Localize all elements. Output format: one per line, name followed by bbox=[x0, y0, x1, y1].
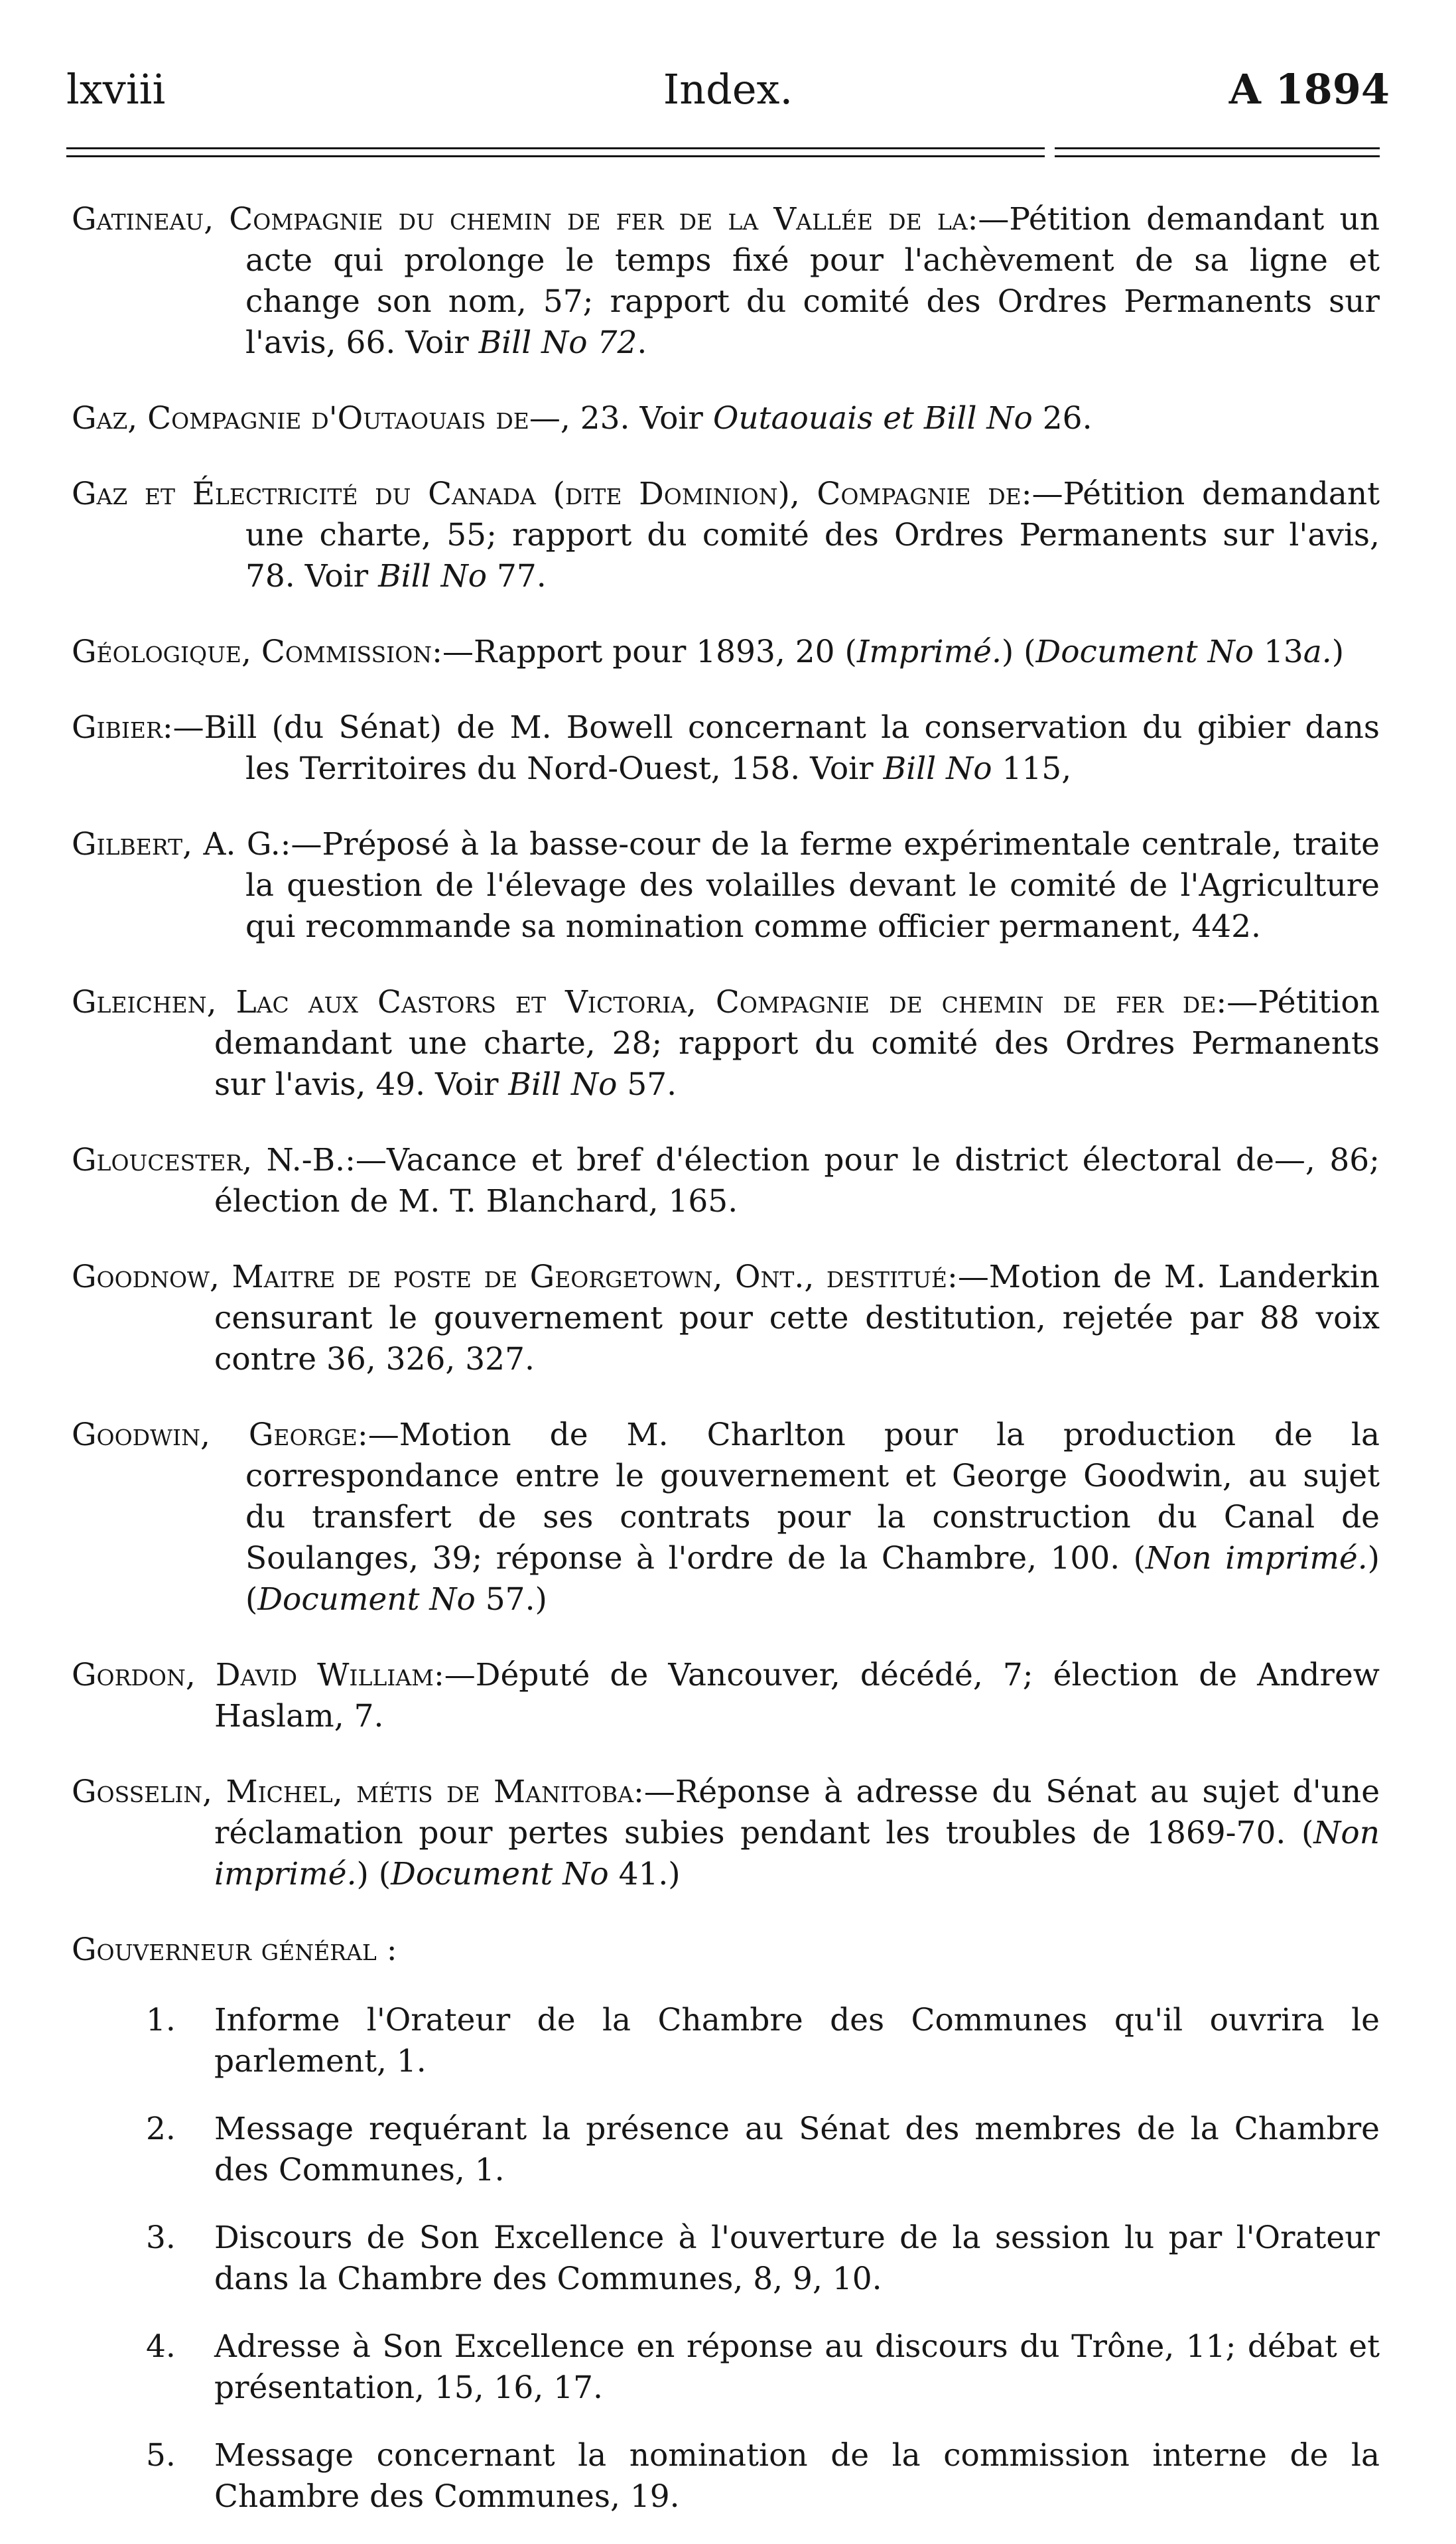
entry-document-reference: Document No bbox=[391, 1856, 609, 1892]
entry-text-mid: ) ( bbox=[1001, 634, 1036, 670]
index-entry-goodnow bbox=[72, 1257, 1380, 1380]
list-item-number: 5. bbox=[146, 2437, 176, 2474]
list-item-number: 2. bbox=[146, 2111, 176, 2147]
entry-text: :—Réponse à adresse du Sénat au sujet d'une réclamation pour pertes subies pendant les troubles de 1869-70. ( bbox=[214, 1774, 1380, 1851]
list-item-number: 1. bbox=[146, 2002, 176, 2038]
index-entry-gatineau bbox=[72, 199, 1380, 364]
entry-heading: Gatineau, Compagnie du chemin de fer de la Vallée de la bbox=[72, 201, 968, 238]
list-item bbox=[72, 2435, 1380, 2517]
list-item bbox=[72, 2218, 1380, 2300]
index-entry-gaz-electricite bbox=[72, 474, 1380, 597]
entry-reference: Non imprimé. bbox=[1145, 1540, 1368, 1577]
entry-text: :—Motion de M. Landerkin censurant le gouvernement pour cette destitution, rejetée par 88 voix contre 36, 326, 327. bbox=[214, 1259, 1380, 1378]
entry-heading: Goodwin, George bbox=[72, 1417, 358, 1453]
page-header bbox=[66, 65, 1390, 125]
page-title: Index. bbox=[663, 65, 793, 113]
entry-text: :—Vacance et bref d'élection pour le district électoral de—, 86; élection de M. T. Blanchard, 165. bbox=[214, 1142, 1380, 1220]
list-item bbox=[72, 2326, 1380, 2409]
header-rule-right bbox=[1055, 147, 1380, 157]
entry-reference: Bill No bbox=[378, 558, 488, 595]
header-rule-left bbox=[66, 147, 1045, 157]
section-heading-gouverneur: Gouverneur général : bbox=[72, 1932, 397, 1968]
entry-text-end: 77. bbox=[487, 558, 547, 595]
list-item-text: Message requérant la présence au Sénat des membres de la Chambre des Communes, 1. bbox=[214, 2111, 1380, 2188]
entry-text-end: 41.) bbox=[608, 1856, 681, 1892]
list-item-number: 3. bbox=[146, 2220, 176, 2256]
list-item-text: Informe l'Orateur de la Chambre des Communes qu'il ouvrira le parlement, 1. bbox=[214, 2002, 1380, 2080]
entry-heading: Gilbert, A. G. bbox=[72, 826, 281, 863]
entry-heading: Gaz et Électricité du Canada (dite Dominion), Compagnie de bbox=[72, 476, 1022, 512]
index-entry-gordon bbox=[72, 1655, 1380, 1737]
entry-heading: Goodnow, Maitre de poste de Georgetown, Ont., destitué bbox=[72, 1259, 947, 1295]
entry-heading: Géologique, Commission bbox=[72, 634, 432, 670]
entry-document-suffix: a. bbox=[1303, 634, 1332, 670]
entry-heading: Gleichen, Lac aux Castors et Victoria, Compagnie de chemin de fer de bbox=[72, 984, 1217, 1021]
index-body bbox=[72, 199, 1380, 2544]
list-item bbox=[72, 2000, 1380, 2082]
list-item-text: Discours de Son Excellence à l'ouverture de la session lu par l'Orateur dans la Chambre des Communes, 8, 9, 10. bbox=[214, 2220, 1380, 2297]
entry-text: :—Préposé à la basse-cour de la ferme expérimentale centrale, traite la question de l'élevage des volailles devant le comité de l'Agriculture qui recommande sa nomination comme officier permanent, 442. bbox=[245, 826, 1380, 945]
list-item-text: Adresse à Son Excellence en réponse au discours du Trône, 11; débat et présentation, 15, 16, 17. bbox=[214, 2328, 1380, 2406]
list-item-number: 4. bbox=[146, 2328, 176, 2365]
entry-heading: Gloucester, N.-B. bbox=[72, 1142, 346, 1178]
entry-text-end: 26. bbox=[1032, 400, 1092, 437]
index-entry-gosselin bbox=[72, 1772, 1380, 1895]
list-item-text: Message concernant la nomination de la commission interne de la Chambre des Communes, 19. bbox=[214, 2437, 1380, 2515]
entry-text: :—Député de Vancouver, décédé, 7; élection de Andrew Haslam, 7. bbox=[214, 1657, 1380, 1734]
entry-heading: Gordon, David William bbox=[72, 1657, 434, 1693]
entry-heading: Gaz, Compagnie d'Outaouais de bbox=[72, 400, 529, 437]
entry-text: :—Motion de M. Charlton pour la production de la correspondance entre le gouvernement et George Goodwin, au sujet du transfert de ses contrats pour la construction du Canal de Soulanges, 39; réponse à l'ordre de la Chambre, 100. ( bbox=[245, 1417, 1380, 1577]
entry-reference: Outaouais et Bill No bbox=[712, 400, 1033, 437]
index-entry-gleichen bbox=[72, 982, 1380, 1105]
entry-text: —, 23. Voir bbox=[529, 400, 713, 437]
entry-document-number: 13 bbox=[1254, 634, 1303, 670]
entry-reference: Non imprimé. bbox=[214, 1815, 1380, 1892]
index-entry-gaz-outaouais bbox=[72, 398, 1380, 439]
entry-text: :—Rapport pour 1893, 20 ( bbox=[432, 634, 857, 670]
index-entry-goodwin bbox=[72, 1415, 1380, 1620]
entry-heading: Gibier bbox=[72, 709, 163, 746]
list-item bbox=[72, 2109, 1380, 2191]
entry-document-reference: Document No bbox=[1035, 634, 1254, 670]
entry-text: :—Bill (du Sénat) de M. Bowell concernant la conservation du gibier dans les Territoires du Nord-Ouest, 158. Voir bbox=[162, 709, 1380, 787]
page-number: lxviii bbox=[66, 65, 166, 113]
gouverneur-list bbox=[72, 2000, 1380, 2517]
entry-text-mid: ) ( bbox=[245, 1540, 1380, 1618]
entry-document-reference: Document No bbox=[257, 1581, 476, 1618]
entry-reference: Bill No bbox=[883, 750, 992, 787]
document-series: A 1894 bbox=[1228, 65, 1390, 113]
index-entry-gloucester bbox=[72, 1140, 1380, 1222]
entry-reference: Bill No 72 bbox=[478, 324, 637, 361]
entry-text-end: ) bbox=[1331, 634, 1345, 670]
entry-reference: Imprimé. bbox=[856, 634, 1002, 670]
entry-heading: Gosselin, Michel, métis de Manitoba bbox=[72, 1774, 634, 1810]
entry-text-end: 115, bbox=[992, 750, 1072, 787]
entry-text-end: 57.) bbox=[475, 1581, 547, 1618]
index-entry-geologique bbox=[72, 632, 1380, 673]
entry-text: :—Pétition demandant une charte, 55; rapport du comité des Ordres Permanents sur l'avis, 78. Voir bbox=[245, 476, 1380, 595]
entry-text: :—Pétition demandant une charte, 28; rapport du comité des Ordres Permanents sur l'avis, 49. Voir bbox=[214, 984, 1380, 1103]
entry-reference: Bill No bbox=[508, 1066, 618, 1103]
index-entry-gilbert bbox=[72, 824, 1380, 948]
entry-text-end: 57. bbox=[617, 1066, 677, 1103]
entry-text-mid: ) ( bbox=[356, 1856, 391, 1892]
index-entry-gibier bbox=[72, 707, 1380, 790]
entry-text: :—Pétition demandant un acte qui prolonge le temps fixé pour l'achèvement de sa ligne et change son nom, 57; rapport du comité des Ordres Permanents sur l'avis, 66. Voir bbox=[245, 201, 1380, 361]
entry-text-end: . bbox=[637, 324, 647, 361]
